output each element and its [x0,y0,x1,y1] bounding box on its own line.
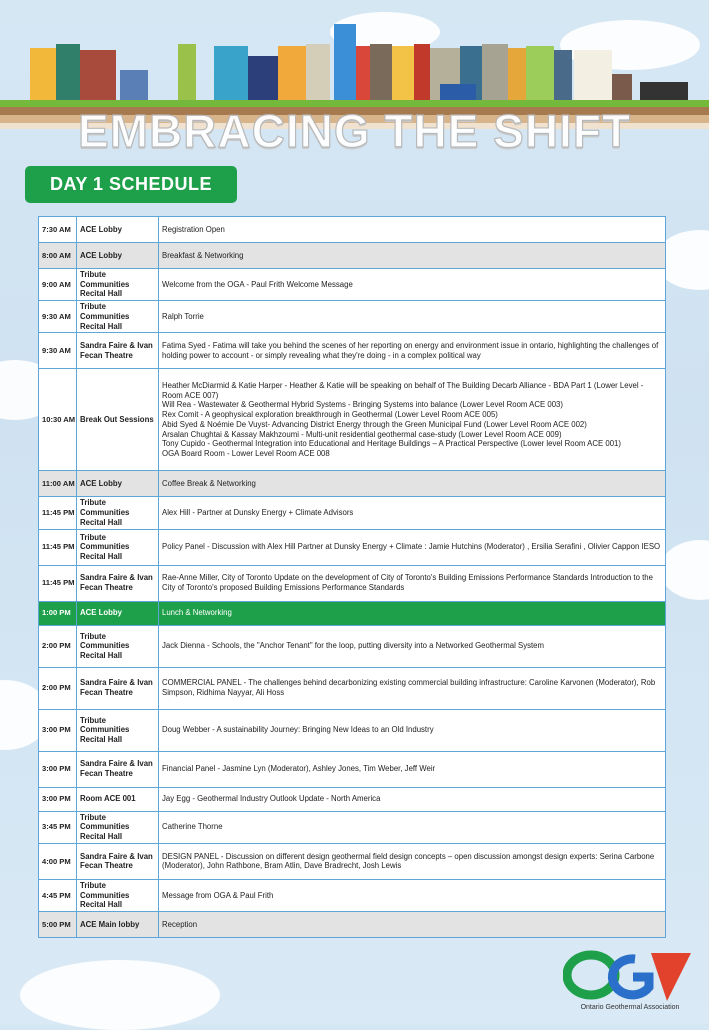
session-detail-line: OGA Board Room - Lower Level Room ACE 008 [162,449,330,459]
session-details [159,811,666,843]
session-details [159,667,666,709]
session-time: 3:00 PM [39,709,77,751]
table-row [39,243,666,269]
session-time: 1:00 PM [39,601,77,625]
session-time: 9:30 AM [39,333,77,369]
session-location: Room ACE 001 [77,787,159,811]
session-location: Tribute Communities Recital Hall [77,879,159,911]
table-row [39,369,666,471]
logo-o-shape [567,955,615,995]
session-location: ACE Lobby [77,243,159,269]
table-row [39,471,666,497]
session-details [159,625,666,667]
session-detail-line: Catherine Thorne [162,822,223,832]
table-row [39,667,666,709]
session-detail-line: Heather McDiarmid & Katie Harper - Heather & Katie will be speaking on behalf of The Building Decarb Alliance - BDA Part 1 (Lower Level - Room ACE 007) [162,380,644,400]
schedule-table [38,216,666,938]
session-details [159,912,666,938]
session-detail-line: Alex Hill - Partner at Dunsky Energy + Climate Advisors [162,508,354,518]
session-time: 7:30 AM [39,217,77,243]
logo-caption: Ontario Geothermal Association [580,1004,680,1011]
session-details [159,787,666,811]
table-row [39,269,666,301]
session-location: Tribute Communities Recital Hall [77,709,159,751]
session-detail-line: Arsalan Chughtai & Kassay Makhzoumi - Multi-unit residential geothermal case-study (Lower Level Room ACE 009) [162,429,562,439]
session-detail-line: COMMERCIAL PANEL - The challenges behind decarbonizing existing commercial building infrastructure: Caroline Karvonen (Moderator), Rob Simpson, Ridhima Nayyar, Ali Hoss [162,678,656,698]
session-location: ACE Lobby [77,217,159,243]
table-row [39,751,666,787]
session-location: Tribute Communities Recital Hall [77,811,159,843]
session-location: Sandra Faire & Ivan Fecan Theatre [77,333,159,369]
oga-logo [563,943,693,1013]
session-time: 9:00 AM [39,269,77,301]
session-time: 9:30 AM [39,301,77,333]
session-details [159,751,666,787]
session-detail-line: Message from OGA & Paul Frith [162,890,274,900]
session-location: Sandra Faire & Ivan Fecan Theatre [77,667,159,709]
session-location: Sandra Faire & Ivan Fecan Theatre [77,843,159,879]
session-detail-line: Reception [162,919,198,929]
session-details [159,301,666,333]
session-detail-line: Policy Panel - Discussion with Alex Hill Partner at Dunsky Energy + Climate : Jamie Hutchins (Moderator) , Ersilia Serafini , Olivier Cappon IESO [162,542,661,552]
session-location: Tribute Communities Recital Hall [77,301,159,333]
session-time: 5:00 PM [39,912,77,938]
session-details [159,565,666,601]
session-detail-line: Will Rea - Wastewater & Geothermal Hybrid Systems - Bringing Systems into balance (Lower Level Room ACE 003) [162,400,563,410]
session-details [159,529,666,565]
session-detail-line: Rex Comit - A geophysical exploration breakthrough in Geothermal (Lower Level Room ACE 005) [162,410,498,420]
session-detail-line: Registration Open [162,224,225,234]
session-time: 3:00 PM [39,751,77,787]
table-row [39,843,666,879]
session-location: Tribute Communities Recital Hall [77,269,159,301]
session-time: 11:45 PM [39,529,77,565]
session-time: 2:00 PM [39,625,77,667]
session-details [159,243,666,269]
session-details [159,471,666,497]
session-location: Tribute Communities Recital Hall [77,625,159,667]
session-details [159,369,666,471]
session-location: Tribute Communities Recital Hall [77,529,159,565]
session-detail-line: DESIGN PANEL - Discussion on different design geothermal field design concepts – open discussion amongst design experts: Serina Carbone (Moderator), John Rathbone, Bram Atlin, Dave Bradrecht, Josh Lewis [162,851,655,871]
session-details [159,217,666,243]
session-location: ACE Lobby [77,601,159,625]
table-row [39,301,666,333]
session-time: 3:00 PM [39,787,77,811]
session-details [159,879,666,911]
session-location: Break Out Sessions [77,369,159,471]
session-time: 10:30 AM [39,369,77,471]
cloud-decoration [660,540,709,600]
cloud-decoration [20,960,220,1030]
session-time: 2:00 PM [39,667,77,709]
session-detail-line: Rae-Anne Miller, City of Toronto Update on the development of City of Toronto's Building Emissions Performance Standards Introduction to the City of Toronto's proposed Building Emissions Performance Standards [162,573,653,593]
table-row [39,601,666,625]
session-time: 11:45 PM [39,497,77,529]
session-details [159,843,666,879]
session-location: Tribute Communities Recital Hall [77,497,159,529]
table-row [39,879,666,911]
table-row [39,217,666,243]
session-time: 8:00 AM [39,243,77,269]
session-detail-line: Doug Webber - A sustainability Journey: Bringing New Ideas to an Old Industry [162,725,434,735]
table-row [39,565,666,601]
event-title: EMBRACING THE SHIFT [77,105,632,157]
session-location: Sandra Faire & Ivan Fecan Theatre [77,565,159,601]
session-details [159,497,666,529]
session-detail-line: Fatima Syed - Fatima will take you behind the scenes of her reporting on energy and environment issue in ontario, highlighting the challenges of holding power to account - or simply revealing what they're doing - in a complex political way [162,341,659,360]
session-details [159,709,666,751]
session-details [159,333,666,369]
session-detail-line: Jack Dienna - Schools, the "Anchor Tenant" for the loop, putting diversity into a Networked Geothermal System [162,641,545,651]
session-details [159,269,666,301]
session-detail-line: Welcome from the OGA - Paul Frith Welcome Message [162,279,353,289]
session-detail-line: Tony Cupido - Geothermal Integration into Educational and Heritage Buildings – A Practical Perspective (Lower level Room ACE 001) [162,439,621,449]
session-detail-line: Abid Syed & Noémie De Vuyst- Advancing District Energy through the Green Municipal Fund (Lower Level Room ACE 002) [162,419,587,429]
session-location: Sandra Faire & Ivan Fecan Theatre [77,751,159,787]
session-time: 4:45 PM [39,879,77,911]
table-row [39,811,666,843]
session-detail-line: Coffee Break & Networking [162,479,256,489]
logo-a-shape [651,953,691,1001]
table-row [39,709,666,751]
table-row [39,529,666,565]
table-row [39,497,666,529]
session-details [159,601,666,625]
session-location: ACE Lobby [77,471,159,497]
table-row [39,912,666,938]
session-detail-line: Lunch & Networking [162,608,232,618]
session-time: 11:45 PM [39,565,77,601]
table-row [39,625,666,667]
day-schedule-badge: DAY 1 SCHEDULE [25,166,237,203]
session-time: 11:00 AM [39,471,77,497]
buildings [30,24,688,106]
session-time: 3:45 PM [39,811,77,843]
table-row [39,787,666,811]
session-location: ACE Main lobby [77,912,159,938]
session-detail-line: Ralph Torrie [162,311,204,321]
session-detail-line: Jay Egg - Geothermal Industry Outlook Update - North America [162,794,381,804]
session-time: 4:00 PM [39,843,77,879]
session-detail-line: Financial Panel - Jasmine Lyn (Moderator), Ashley Jones, Tim Weber, Jeff Weir [162,764,436,774]
table-row [39,333,666,369]
session-detail-line: Breakfast & Networking [162,250,244,260]
